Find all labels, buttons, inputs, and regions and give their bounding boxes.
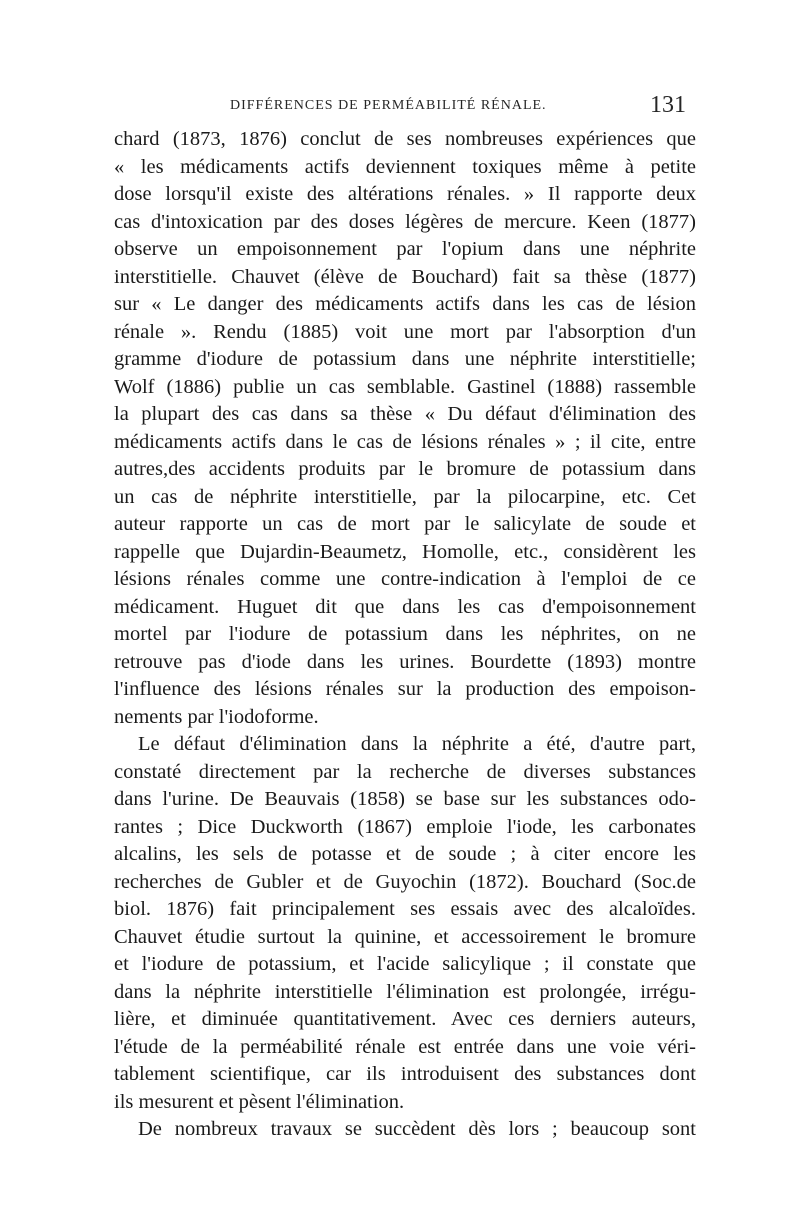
- page-header: [118, 92, 686, 122]
- text-line: sur « Le danger des médicaments actifs dans les cas de lésion: [114, 293, 696, 315]
- text-line: lésions rénales comme une contre-indication à l'emploi de ce: [114, 568, 696, 590]
- text-line: interstitielle. Chauvet (élève de Bouchard) fait sa thèse (1877): [114, 265, 696, 288]
- text-line: autres,des accidents produits par le bromure de potassium dans: [114, 458, 696, 480]
- text-line: gramme d'iodure de potassium dans une néphrite interstitielle;: [114, 348, 696, 370]
- text-line: médicament. Huguet dit que dans les cas d'empoisonnement: [114, 595, 696, 618]
- text-line: auteur rapporte un cas de mort par le salicylate de soude et: [114, 513, 696, 535]
- text-line: constaté directement par la recherche de diverses substances: [114, 760, 696, 783]
- text-line: l'influence des lésions rénales sur la production des empoison-: [114, 678, 696, 700]
- text-line: dans l'urine. De Beauvais (1858) se base sur les substances odo-: [114, 788, 696, 810]
- text-line: l'étude de la perméabilité rénale est entrée dans une voie véri-: [114, 1035, 696, 1058]
- text-line: un cas de néphrite interstitielle, par la pilocarpine, etc. Cet: [114, 485, 696, 508]
- text-line: ils mesurent et pèsent l'élimination.: [114, 1090, 405, 1113]
- text-line: retrouve pas d'iode dans les urines. Bourdette (1893) montre: [114, 650, 696, 673]
- text-line: mortel par l'iodure de potassium dans les néphrites, on ne: [114, 623, 696, 645]
- text-line: recherches de Gubler et de Guyochin (1872). Bouchard (Soc.de: [114, 870, 696, 893]
- text-line: observe un empoisonnement par l'opium dans une néphrite: [114, 238, 696, 260]
- text-line: « les médicaments actifs deviennent toxiques même à petite: [114, 155, 696, 178]
- text-line: nements par l'iodoforme.: [114, 705, 319, 728]
- text-line: Le défaut d'élimination dans la néphrite a été, d'autre part,: [138, 733, 696, 755]
- text-line: rappelle que Dujardin-Beaumetz, Homolle, etc., considèrent les: [114, 540, 696, 563]
- text-line: rantes ; Dice Duckworth (1867) emploie l'iode, les carbonates: [114, 815, 696, 838]
- text-line: dans la néphrite interstitielle l'élimination est prolongée, irrégu-: [114, 980, 696, 1003]
- text-line: la plupart des cas dans sa thèse « Du défaut d'élimination des: [114, 403, 696, 425]
- text-line: chard (1873, 1876) conclut de ses nombreuses expériences que: [114, 128, 696, 150]
- text-line: Wolf (1886) publie un cas semblable. Gastinel (1888) rassemble: [114, 375, 696, 398]
- text-line: dose lorsqu'il existe des altérations rénales. » Il rapporte deux: [114, 183, 696, 205]
- text-line: alcalins, les sels de potasse et de soude ; à citer encore les: [114, 843, 696, 865]
- text-line: cas d'intoxication par des doses légères de mercure. Keen (1877): [114, 210, 696, 233]
- text-line: et l'iodure de potassium, et l'acide salicylique ; il constate que: [114, 953, 696, 975]
- body-text: [114, 126, 696, 1144]
- text-line: De nombreux travaux se succèdent dès lors ; beaucoup sont: [138, 1118, 696, 1140]
- text-line: Chauvet étudie surtout la quinine, et accessoirement le bromure: [114, 925, 696, 948]
- text-line: biol. 1876) fait principalement ses essais avec des alcaloïdes.: [114, 898, 696, 920]
- page-number: 131: [650, 92, 686, 118]
- text-line: tablement scientifique, car ils introduisent des substances dont: [114, 1063, 696, 1085]
- text-line: lière, et diminuée quantitativement. Avec ces derniers auteurs,: [114, 1008, 696, 1030]
- text-line: rénale ». Rendu (1885) voit une mort par l'absorption d'un: [114, 320, 696, 343]
- text-line: médicaments actifs dans le cas de lésions rénales » ; il cite, entre: [114, 430, 696, 453]
- running-title: DIFFÉRENCES DE PERMÉABILITÉ RÉNALE.: [230, 98, 547, 113]
